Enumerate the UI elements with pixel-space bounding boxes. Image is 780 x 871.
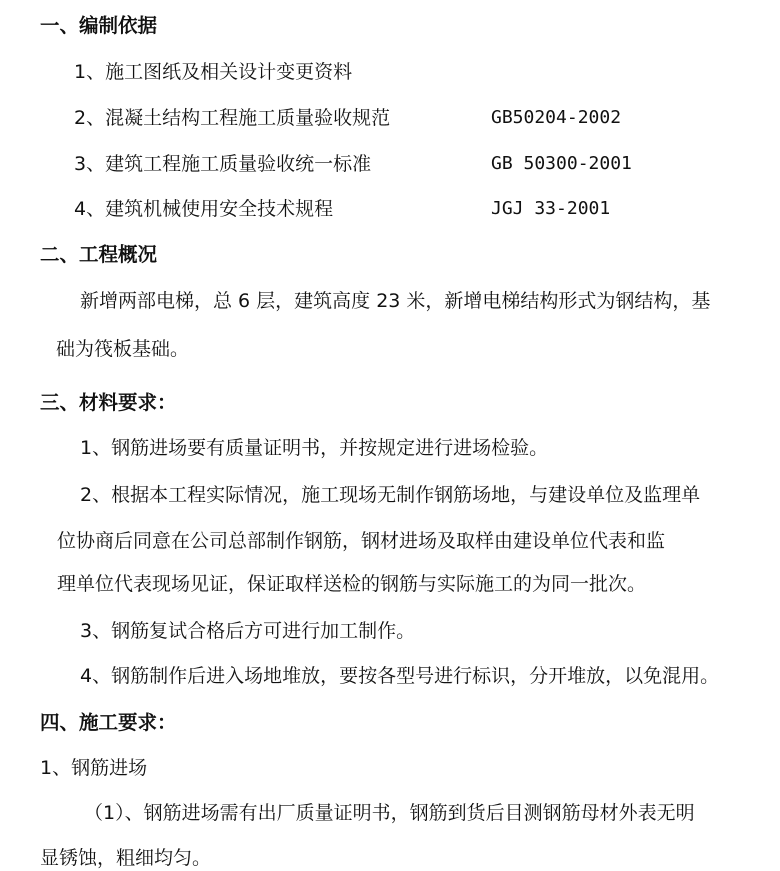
section-heading-overview: 二、工程概况: [40, 243, 158, 266]
section-heading-materials: 三、材料要求：: [40, 391, 177, 414]
basis-item-3: 3、建筑工程施工质量验收统一标准: [74, 153, 372, 175]
materials-line-1: 1、钢筋进场要有质量证明书，并按规定进行进场检验。: [80, 437, 549, 459]
construction-line-2: 显锈蚀，粗细均匀。: [40, 847, 212, 869]
materials-line-2: 2、根据本工程实际情况，施工现场无制作钢筋场地，与建设单位及监理单: [80, 484, 701, 506]
overview-line-1: 新增两部电梯，总 6 层，建筑高度 23 米，新增电梯结构形式为钢结构，基: [80, 290, 711, 312]
materials-line-6: 4、钢筋制作后进入场地堆放，要按各型号进行标识，分开堆放，以免混用。: [80, 665, 720, 687]
overview-line-2: 础为筏板基础。: [56, 338, 190, 360]
basis-item-2: 2、混凝土结构工程施工质量验收规范: [74, 107, 391, 129]
construction-subheading: 1、钢筋进场: [40, 757, 148, 779]
section-heading-construction: 四、施工要求：: [40, 711, 177, 734]
materials-line-3: 位协商后同意在公司总部制作钢筋，钢材进场及取样由建设单位代表和监: [57, 530, 666, 552]
basis-item-3-code: GB 50300-2001: [491, 153, 632, 174]
construction-line-1: （1）、钢筋进场需有出厂质量证明书，钢筋到货后目测钢筋母材外表无明: [84, 802, 695, 824]
materials-line-5: 3、钢筋复试合格后方可进行加工制作。: [80, 620, 416, 642]
basis-item-4: 4、建筑机械使用安全技术规程: [74, 198, 334, 220]
basis-item-2-code: GB50204-2002: [491, 107, 622, 128]
basis-item-4-code: JGJ 33-2001: [491, 198, 611, 219]
materials-line-4: 理单位代表现场见证，保证取样送检的钢筋与实际施工的为同一批次。: [57, 573, 647, 595]
basis-item-1: 1、施工图纸及相关设计变更资料: [74, 61, 353, 83]
section-heading-basis: 一、编制依据: [40, 14, 158, 37]
